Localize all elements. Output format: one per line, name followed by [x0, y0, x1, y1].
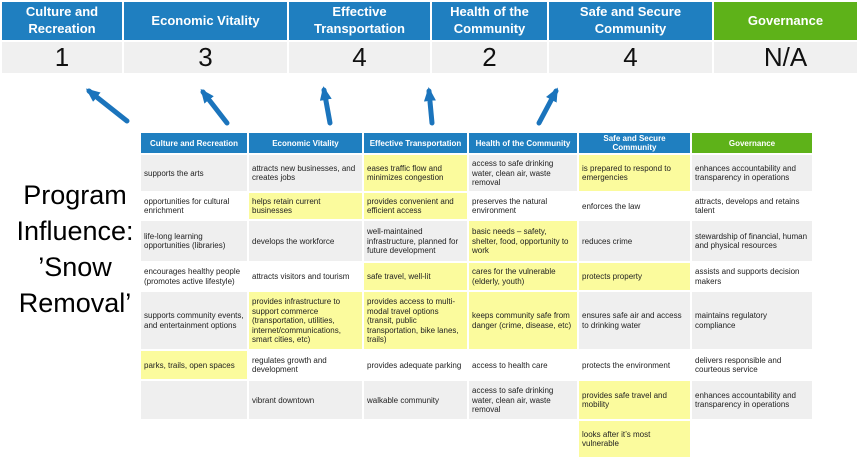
summary-header-label: Effective Transportation — [289, 2, 430, 40]
matrix-cell: supports community events, and entertainment options — [141, 292, 247, 349]
matrix-cell: attracts visitors and tourism — [249, 263, 362, 290]
matrix-cell: develops the workforce — [249, 221, 362, 261]
matrix-cell: provides infrastructure to support commerce (transportation, utilities, internet/communications, smart cities, etc) — [249, 292, 362, 349]
summary-column-governance — [714, 2, 857, 73]
arrow-up-icon-3 — [324, 90, 330, 123]
matrix-cell: is prepared to respond to emergencies — [579, 155, 690, 191]
matrix-header-effective-transportation: Effective Transportation — [364, 133, 467, 153]
title-line: Influence: — [16, 215, 134, 246]
influence-arrows — [0, 76, 700, 134]
matrix-cell — [364, 421, 467, 457]
matrix-cell — [249, 421, 362, 457]
matrix-row — [141, 193, 812, 219]
matrix-row — [141, 221, 812, 261]
matrix-cell: delivers responsible and courteous service — [692, 351, 812, 379]
summary-score: N/A — [714, 42, 857, 73]
matrix-cell: preserves the natural environment — [469, 193, 577, 219]
matrix-cell: enhances accountability and transparency in operations — [692, 155, 812, 191]
matrix-cell: provides convenient and efficient access — [364, 193, 467, 219]
matrix-cell: life-long learning opportunities (libraries) — [141, 221, 247, 261]
summary-column-culture-and-recreation — [2, 2, 122, 73]
summary-score: 2 — [432, 42, 547, 73]
matrix-body — [141, 155, 812, 457]
matrix-row — [141, 263, 812, 290]
matrix-cell: access to safe drinking water, clean air, waste removal — [469, 155, 577, 191]
matrix-cell: maintains regulatory compliance — [692, 292, 812, 349]
matrix-cell: reduces crime — [579, 221, 690, 261]
arrow-up-icon-5 — [539, 91, 556, 123]
summary-banner — [2, 2, 857, 73]
priorities-matrix — [139, 131, 814, 459]
matrix-cell: stewardship of financial, human and physical resources — [692, 221, 812, 261]
matrix-cell: regulates growth and development — [249, 351, 362, 379]
matrix-cell: well-maintained infrastructure, planned for future development — [364, 221, 467, 261]
matrix-header-row — [141, 133, 812, 153]
matrix-cell: safe travel, well-lit — [364, 263, 467, 290]
matrix-header-safe-and-secure-community: Safe and Secure Community — [579, 133, 690, 153]
matrix-cell: attracts new businesses, and creates jobs — [249, 155, 362, 191]
title-line: ’Snow — [38, 251, 112, 282]
matrix-cell — [469, 421, 577, 457]
matrix-cell: provides access to multi-modal travel options (transit, public transportation, bike lanes, trails) — [364, 292, 467, 349]
matrix-header-health-of-the-community: Health of the Community — [469, 133, 577, 153]
summary-score: 4 — [549, 42, 712, 73]
summary-header-label: Economic Vitality — [124, 2, 287, 40]
title-line: Removal’ — [18, 287, 132, 318]
matrix-cell: provides adequate parking — [364, 351, 467, 379]
matrix-row — [141, 351, 812, 379]
summary-header-label: Safe and Secure Community — [549, 2, 712, 40]
summary-header-label: Health of the Community — [432, 2, 547, 40]
matrix-cell: enforces the law — [579, 193, 690, 219]
matrix-row — [141, 381, 812, 419]
matrix-cell: supports the arts — [141, 155, 247, 191]
summary-header-label: Culture and Recreation — [2, 2, 122, 40]
matrix-cell: opportunities for cultural enrichment — [141, 193, 247, 219]
matrix-row — [141, 421, 812, 457]
summary-column-safe-and-secure-community — [549, 2, 712, 73]
matrix-row — [141, 292, 812, 349]
matrix-cell: keeps community safe from danger (crime, disease, etc) — [469, 292, 577, 349]
matrix-cell: attracts, develops and retains talent — [692, 193, 812, 219]
summary-column-economic-vitality — [124, 2, 287, 73]
matrix-cell: helps retain current businesses — [249, 193, 362, 219]
matrix-cell: protects the environment — [579, 351, 690, 379]
program-influence-title — [0, 178, 150, 322]
matrix-header-economic-vitality: Economic Vitality — [249, 133, 362, 153]
matrix-cell — [141, 421, 247, 457]
matrix-cell: ensures safe air and access to drinking water — [579, 292, 690, 349]
matrix-cell: access to safe drinking water, clean air, waste removal — [469, 381, 577, 419]
matrix-cell: cares for the vulnerable (elderly, youth) — [469, 263, 577, 290]
summary-score: 1 — [2, 42, 122, 73]
matrix-cell: encourages healthy people (promotes active lifestyle) — [141, 263, 247, 290]
summary-score: 4 — [289, 42, 430, 73]
matrix-cell — [692, 421, 812, 457]
matrix-cell: assists and supports decision makers — [692, 263, 812, 290]
matrix-cell: enhances accountability and transparency in operations — [692, 381, 812, 419]
summary-column-health-of-the-community — [432, 2, 547, 73]
arrow-up-icon-4 — [429, 91, 432, 123]
matrix-header-culture-and-recreation: Culture and Recreation — [141, 133, 247, 153]
matrix-cell: eases traffic flow and minimizes congestion — [364, 155, 467, 191]
arrow-up-icon-1 — [89, 91, 127, 121]
summary-column-effective-transportation — [289, 2, 430, 73]
matrix-cell: looks after it’s most vulnerable — [579, 421, 690, 457]
matrix-cell — [141, 381, 247, 419]
matrix-cell: parks, trails, open spaces — [141, 351, 247, 379]
matrix-cell: protects property — [579, 263, 690, 290]
matrix-header-governance: Governance — [692, 133, 812, 153]
matrix-cell: access to health care — [469, 351, 577, 379]
matrix-cell: walkable community — [364, 381, 467, 419]
summary-score: 3 — [124, 42, 287, 73]
matrix-row — [141, 155, 812, 191]
matrix-cell: vibrant downtown — [249, 381, 362, 419]
matrix-cell: provides safe travel and mobility — [579, 381, 690, 419]
summary-header-label: Governance — [714, 2, 857, 40]
matrix-cell: basic needs – safety, shelter, food, opportunity to work — [469, 221, 577, 261]
title-line: Program — [23, 180, 127, 210]
arrow-up-icon-2 — [203, 92, 227, 123]
